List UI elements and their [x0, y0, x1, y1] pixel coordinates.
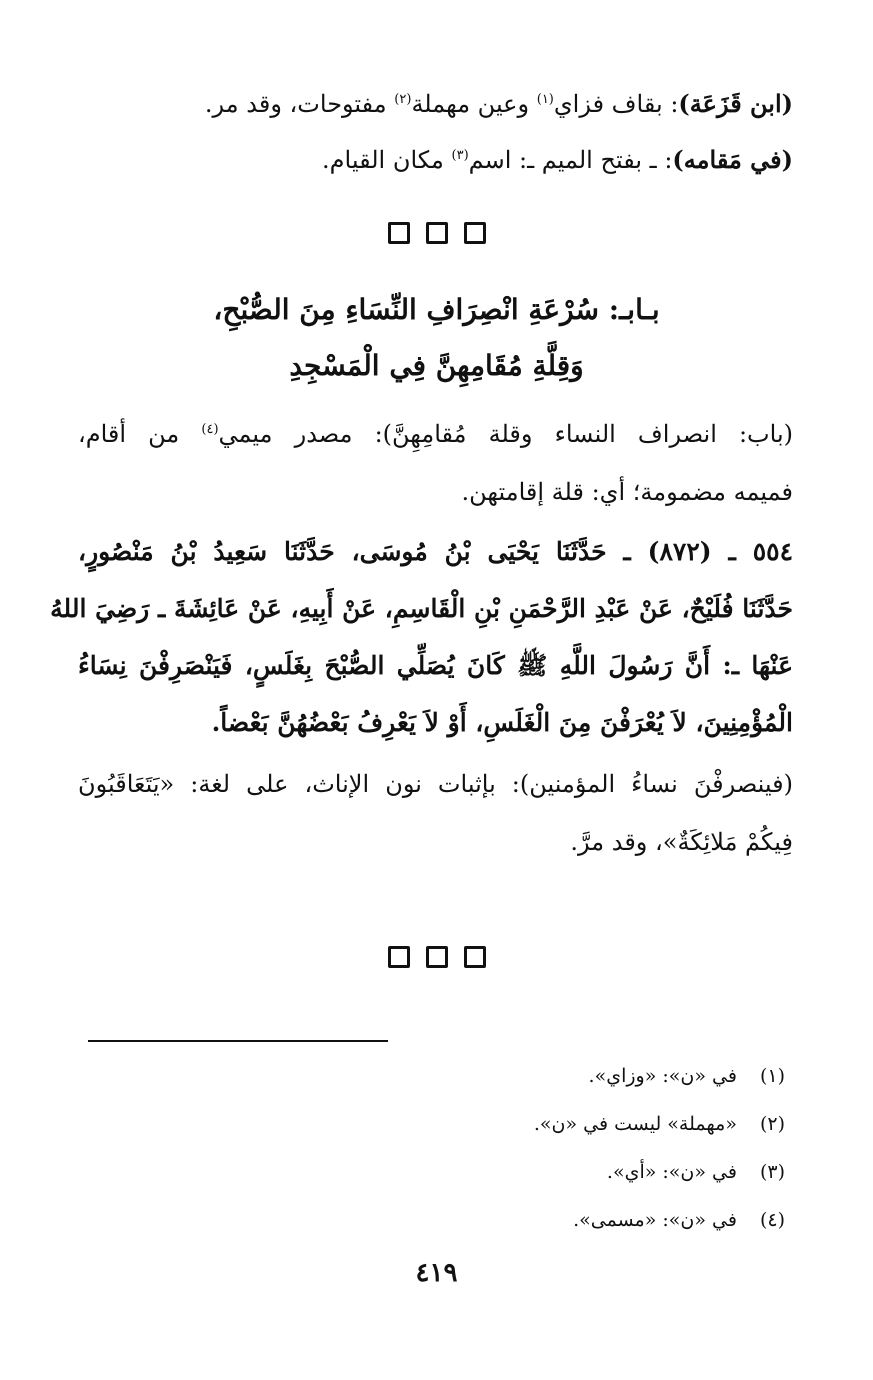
footnote-text: «مهملة» ليست في «ن». — [533, 1113, 737, 1135]
footnote-ref-2[interactable]: (٢) — [394, 92, 412, 107]
footnote-number: (٤) — [759, 1209, 785, 1231]
hadith-line: حَدَّثَنَا فُلَيْحٌ، عَنْ عَبْدِ الرَّحْمَنِ بْنِ الْقَاسِمِ، عَنْ أَبِيهِ، عَنْ عَائِشَةَ ـ رَضِيَ اللهُ — [50, 594, 793, 623]
bab-explanation — [78, 405, 793, 521]
footnote-ref-1[interactable]: (١) — [536, 92, 554, 107]
footnote-number: (٣) — [759, 1161, 785, 1183]
footnote-text: في «ن»: «وزاي». — [588, 1065, 737, 1087]
bab-label: بـابـ: — [608, 293, 660, 326]
hadith-line: الْمُؤْمِنِينَ، لاَ يُعْرَفْنَ مِنَ الْغَلَسِ، أَوْ لاَ يَعْرِفُ بَعْضُهُنَّ بَعْضاً. — [211, 708, 793, 737]
separator-box-icon — [464, 946, 486, 968]
section-separator — [0, 222, 873, 248]
commentary-line: (فينصرفْنَ نساءُ المؤمنين): بإثبات نون الإناث، على لغة: «يَتَعَاقَبُونَ — [78, 770, 793, 798]
footnotes — [285, 1052, 785, 1244]
separator-box-icon — [388, 946, 410, 968]
hadith-line: عَنْهَا ـ: أَنَّ رَسُولَ اللَّهِ ﷺ كَانَ يُصَلِّي الصُّبْحَ بِغَلَسٍ، فَيَنْصَرِفْنَ نِسَاءُ — [78, 651, 793, 680]
footnote-text: في «ن»: «أي». — [606, 1161, 737, 1183]
separator-box-icon — [426, 946, 448, 968]
footnote-item — [285, 1196, 785, 1244]
note-label: (في مَقامه) — [672, 145, 793, 174]
footnote-item — [285, 1148, 785, 1196]
commentary — [78, 755, 793, 871]
note-fi-maqamih: (في مَقامه): ـ بفتح الميم ـ: اسم$^{(٣)}$ مكان القيام. — [322, 145, 793, 174]
chapter-heading-line-1 — [0, 282, 873, 338]
separator-box-icon — [426, 222, 448, 244]
hadith-line: ٥٥٤ ـ (٨٧٢) ـ حَدَّثَنَا يَحْيَى بْنُ مُوسَى، حَدَّثَنَا سَعِيدُ بْنُ مَنْصُورٍ، — [78, 537, 794, 566]
hadith-text — [50, 523, 794, 751]
separator-box-icon — [388, 222, 410, 244]
footnote-ref-3[interactable]: (٣) — [451, 148, 469, 163]
footnote-number: (٢) — [759, 1113, 785, 1135]
top-notes — [78, 76, 793, 188]
section-separator — [0, 946, 873, 972]
footnote-divider — [88, 1040, 388, 1042]
bab-explanation-line: فميمه مضمومة؛ أي: قلة إقامتهن. — [461, 478, 793, 506]
footnote-text: في «ن»: «مسمى». — [573, 1209, 737, 1231]
bab-explanation-line: (باب: انصراف النساء وقلة مُقامِهِنَّ): مصدر ميمي$^{(٤)}$ من أقام، — [78, 420, 793, 448]
footnote-item — [285, 1100, 785, 1148]
footnote-ref-4[interactable]: (٤) — [201, 422, 219, 437]
commentary-line: فِيكُمْ مَلائِكَةٌ»، وقد مرَّ. — [570, 828, 793, 856]
chapter-title-part-1: سُرْعَةِ انْصِرَافِ النِّسَاءِ مِنَ الصُّبْحِ، — [213, 293, 600, 326]
footnote-item — [285, 1052, 785, 1100]
footnote-number: (١) — [759, 1065, 785, 1087]
note-label: (ابن قَزَعَة) — [678, 89, 793, 118]
chapter-heading — [0, 282, 873, 394]
separator-box-icon — [464, 222, 486, 244]
chapter-title-part-2: وَقِلَّةِ مُقَامِهِنَّ فِي الْمَسْجِدِ — [289, 349, 584, 382]
note-ibn-qazaa: (ابن قَزَعَة): بقاف فزاي$^{(١)}$ وعين مهملة$^{(٢)}$ مفتوحات، وقد مر. — [204, 89, 793, 118]
page-number: ٤١٩ — [415, 1258, 458, 1288]
